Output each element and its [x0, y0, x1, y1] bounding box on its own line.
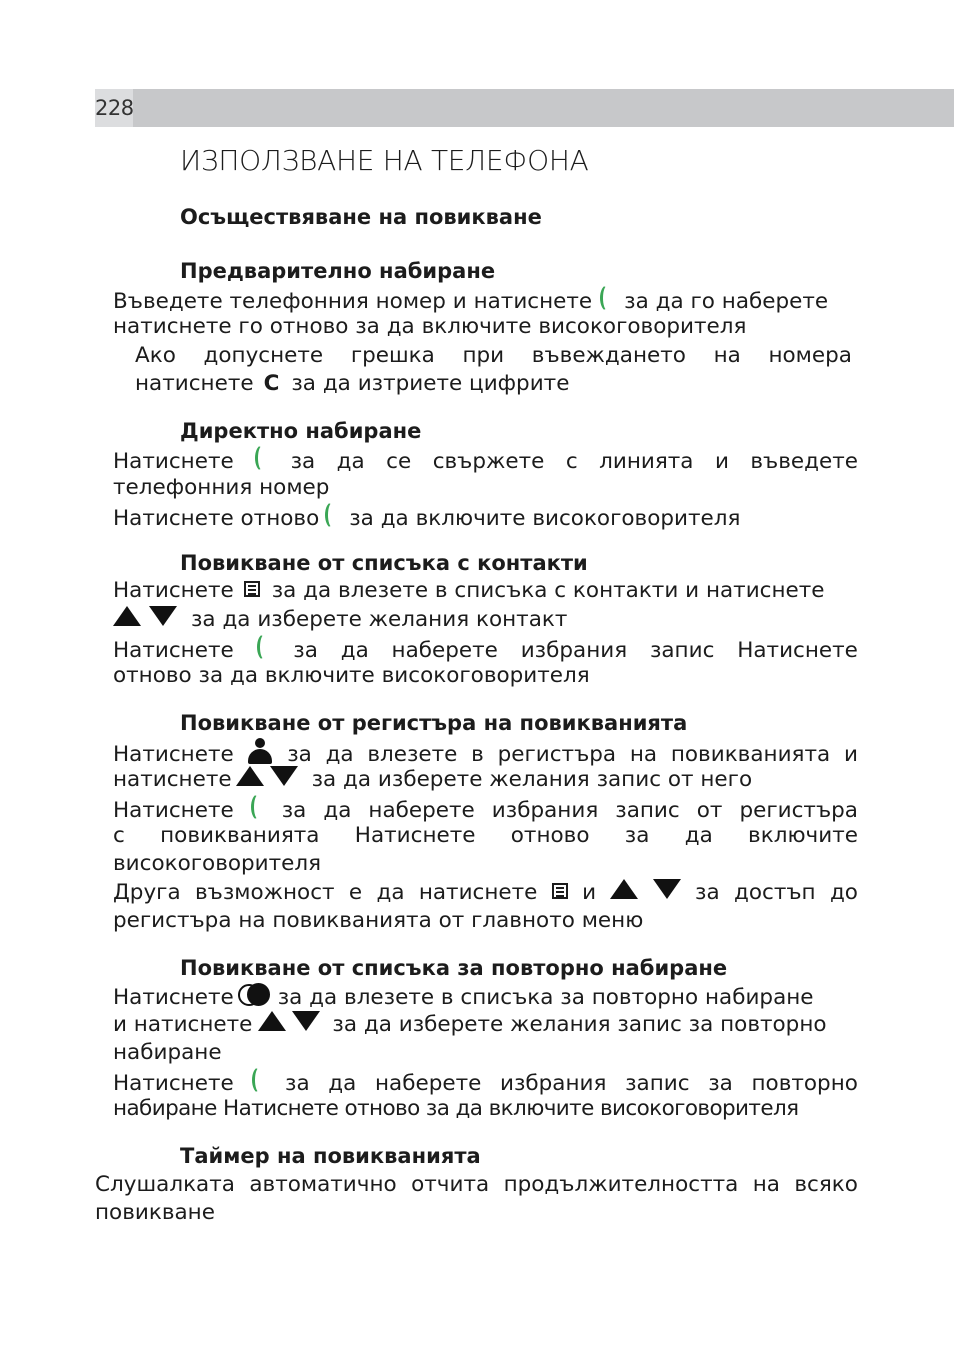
word: натиснете	[418, 880, 538, 905]
menu-icon	[552, 879, 568, 907]
redial-line-3	[113, 1039, 858, 1067]
word: регистъра	[497, 742, 617, 767]
down-arrow-icon	[149, 606, 177, 634]
text: Натиснете	[113, 985, 234, 1010]
word: да	[336, 449, 365, 474]
log-line-4	[113, 822, 858, 850]
word: въведете	[750, 449, 858, 474]
up-arrow-icon	[236, 766, 264, 794]
word: в	[471, 742, 484, 767]
word: наберете	[374, 1071, 482, 1096]
contacts-line-2	[113, 606, 858, 634]
text: за да влезете в списъка с контакти и натиснете	[271, 578, 825, 603]
direct-line-2	[113, 474, 858, 502]
word: свържете	[432, 449, 545, 474]
down-arrow-icon	[292, 1011, 320, 1039]
word: за	[287, 742, 312, 767]
text: за да влезете в списъка за повторно набиране	[277, 985, 814, 1010]
log-line-7	[113, 907, 858, 935]
down-arrow-icon	[270, 766, 298, 794]
predial-line-3	[135, 342, 852, 370]
word: при	[462, 343, 505, 368]
page-title: ИЗПОЛЗВАНЕ НА ТЕЛЕФОНА	[180, 144, 589, 177]
up-arrow-icon	[113, 606, 141, 634]
word: с	[113, 823, 125, 848]
text: Натиснете	[113, 742, 234, 767]
word: всяко	[794, 1172, 858, 1197]
predial-line-4	[135, 370, 852, 398]
word: продължителността	[503, 1172, 739, 1197]
word: Натиснете	[737, 638, 858, 663]
text: телефонния номер	[113, 475, 330, 500]
text: Натиснете отново	[113, 506, 320, 531]
section-heading-timer: Таймер на повикванията	[180, 1144, 481, 1168]
word: запис	[615, 798, 680, 823]
word: линията	[599, 449, 694, 474]
word: и	[582, 880, 597, 905]
word: да	[328, 1071, 357, 1096]
text: за да изберете желания запис за повторно	[332, 1012, 827, 1037]
text: регистъра на повикванията от главното меню	[113, 908, 644, 933]
word: влезете	[367, 742, 458, 767]
word: е	[348, 880, 363, 905]
word: наберете	[391, 638, 498, 663]
menu-icon	[244, 577, 260, 605]
word: запис	[649, 638, 715, 663]
text: Натиснете	[113, 449, 234, 474]
section-heading-making-call: Осъществяване на повикване	[180, 205, 542, 229]
timer-line-2	[95, 1199, 858, 1227]
redial-icon	[238, 983, 266, 1013]
text: набиране	[113, 1040, 222, 1065]
word: допуснете	[203, 343, 324, 368]
clear-key-icon: C	[263, 371, 280, 396]
word: на	[713, 343, 741, 368]
word: Друга	[113, 880, 181, 905]
word: и	[843, 742, 858, 767]
word: за	[293, 638, 318, 663]
word: да	[340, 638, 369, 663]
word: автоматично	[249, 1172, 397, 1197]
word: номера	[768, 343, 852, 368]
section-heading-call-log: Повикване от регистъра на повикванията	[180, 711, 688, 735]
contacts-line-4	[113, 662, 858, 690]
text: Натиснете	[113, 578, 234, 603]
word: отново	[510, 823, 590, 848]
word: с	[565, 449, 578, 474]
page-number: 228	[95, 89, 133, 127]
text: натиснете го отново за да включите високоговорителя	[113, 314, 747, 339]
word: за	[285, 1071, 310, 1096]
text: натиснете	[135, 371, 254, 396]
word: за	[281, 798, 307, 823]
word: включите	[748, 823, 858, 848]
word: за	[708, 1071, 733, 1096]
section-heading-predial: Предварително набиране	[180, 259, 496, 283]
word: повторно	[751, 1071, 858, 1096]
header-bar	[95, 89, 954, 127]
timer-line-1	[95, 1171, 858, 1199]
log-line-2	[113, 766, 858, 794]
text: повикване	[95, 1200, 215, 1225]
handset-icon	[325, 502, 339, 536]
word: Ако	[135, 343, 176, 368]
word: запис	[625, 1071, 690, 1096]
word: да	[684, 823, 713, 848]
redial-line-2	[113, 1011, 858, 1039]
word: Натиснете	[354, 823, 476, 848]
text: за да го наберете	[624, 289, 829, 314]
word: Слушалката	[95, 1172, 235, 1197]
text: отново за да включите високоговорителя	[113, 663, 590, 688]
word: да	[325, 742, 354, 767]
section-heading-contacts: Повикване от списъка с контакти	[180, 551, 588, 575]
text: и натиснете	[113, 1012, 253, 1037]
word: въвеждането	[531, 343, 686, 368]
log-line-5	[113, 850, 858, 878]
text: за да изберете желания контакт	[191, 607, 568, 632]
text: за да изберете желания запис от него	[311, 767, 753, 792]
word: от	[696, 798, 723, 823]
contacts-line-1	[113, 577, 858, 605]
up-arrow-icon	[258, 1011, 286, 1039]
word: грешка	[350, 343, 435, 368]
word: избрания	[500, 1071, 607, 1096]
word: за	[624, 823, 650, 848]
word: да	[376, 880, 405, 905]
section-heading-direct: Директно набиране	[180, 419, 422, 443]
word: на	[629, 742, 658, 767]
text: Въведете телефонния номер и натиснете	[113, 289, 593, 314]
text: Натиснете	[113, 798, 234, 823]
text: набиране Натиснете отново за да включите високоговорителя	[113, 1096, 799, 1121]
text: натиснете	[113, 767, 232, 792]
word: и	[714, 449, 729, 474]
text: за да изтриете цифрите	[291, 371, 570, 396]
word: достъп	[733, 880, 816, 905]
word: за	[290, 449, 316, 474]
word: се	[386, 449, 412, 474]
word: до	[829, 880, 858, 905]
up-arrow-icon	[610, 879, 638, 907]
text: Натиснете	[113, 638, 234, 663]
word: на	[752, 1172, 780, 1197]
word: за	[695, 880, 720, 905]
text: за да включите високоговорителя	[349, 506, 741, 531]
word: повикванията	[670, 742, 831, 767]
down-arrow-icon	[653, 879, 681, 907]
direct-line-3	[113, 502, 858, 536]
word: избрания	[491, 798, 599, 823]
word: избрания	[520, 638, 628, 663]
word: наберете	[368, 798, 475, 823]
word: отчита	[411, 1172, 490, 1197]
section-heading-redial: Повикване от списъка за повторно набиране	[180, 956, 728, 980]
redial-line-5	[113, 1095, 858, 1123]
log-line-6	[113, 879, 858, 907]
word: повикванията	[160, 823, 320, 848]
word: да	[323, 798, 352, 823]
text: Натиснете	[113, 1071, 234, 1096]
word: възможност	[194, 880, 335, 905]
text: високоговорителя	[113, 851, 322, 876]
predial-line-2	[113, 313, 858, 341]
word: регистъра	[739, 798, 858, 823]
redial-line-1	[113, 983, 858, 1013]
